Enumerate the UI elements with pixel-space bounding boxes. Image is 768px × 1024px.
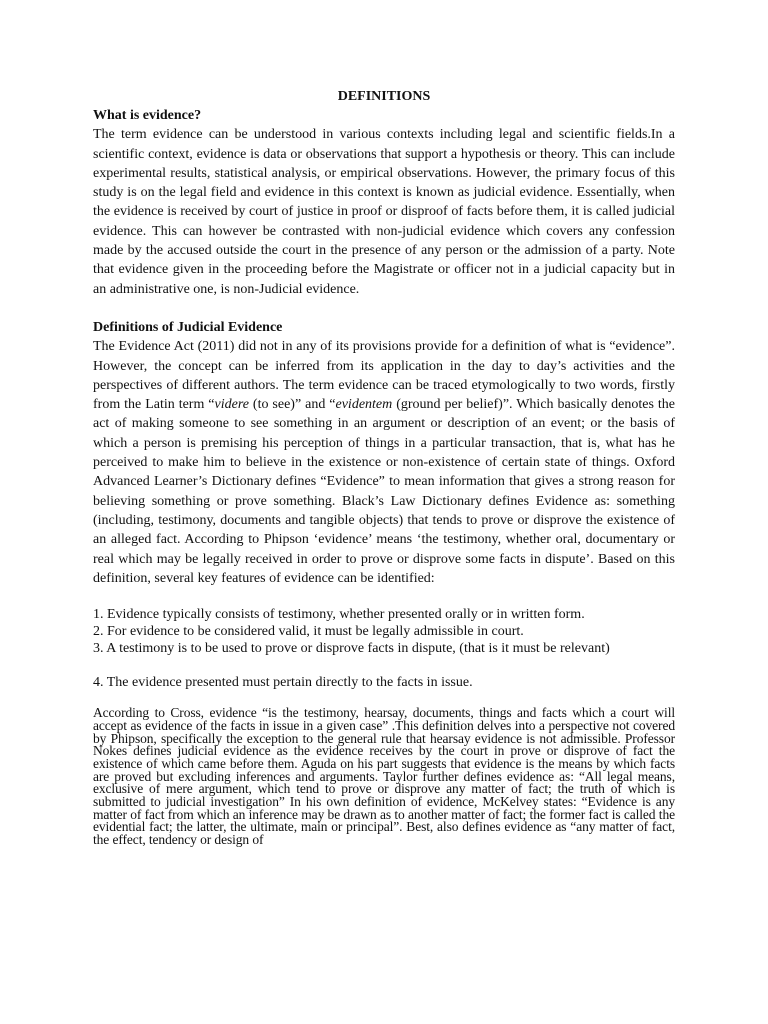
list-item: 4. The evidence presented must pertain directly to the facts in issue. — [93, 675, 473, 691]
paragraph-spacer — [93, 588, 675, 606]
features-list — [93, 606, 675, 657]
paragraph-what-is-evidence: The term evidence can be understood in various contexts including legal and scientific fields.In a scientific context, evidence is data or observations that support a hypothesis or theory. This can include experimental results, statistical analysis, or empirical observations. However, the primary focus of this study is on the legal field and evidence in this context is known as judicial evidence. Essentially, when the evidence is received by court of justice in proof or disproof of facts before them, it is called judicial evidence. This can however be contrasted with non-judicial evidence which covers any confession made by the accused outside the court in the presence of any person or the admission of a party. Note that evidence given in the proceeding before the Magistrate or officer not in a judicial capacity but in an administrative one, is non-Judicial evidence. — [93, 127, 675, 297]
section-heading-judicial-evidence: Definitions of Judicial Evidence — [93, 319, 283, 335]
paragraph-judicial-evidence — [93, 337, 675, 588]
text-run: (to see)” and “ — [248, 397, 336, 413]
paragraph-spacer — [93, 657, 675, 674]
text-run: The Evidence Act (2011) did not in any of its provisions provide for a definition of what is “evidence”. However, the concept can be inferred from its application in the day to day’s activities and the perspectives of different authors. The term evidence can be traced etymologically to two words, firstly from the Latin term “ — [93, 339, 675, 413]
italic-term-videre: videre — [214, 397, 249, 413]
page-title: DEFINITIONS — [337, 89, 431, 104]
list-item: 1. Evidence typically consists of testimony, whether presented orally or in written form. — [93, 607, 585, 623]
section-heading-what-is-evidence: What is evidence? — [93, 108, 202, 123]
document-page — [93, 87, 675, 847]
list-item: 2. For evidence to be considered valid, it must be legally admissible in court. — [93, 624, 524, 640]
paragraph-cross-definition: According to Cross, evidence “is the testimony, hearsay, documents, things and facts which a court will accept as evidence of the facts in issue in a given case” .This definition delves into a perspective not covered by Phipson, specifically the exception to the general rule that hearsay evidence is not admissible. Professor Nokes defines judicial evidence as the evidence receives by the court in prove or disprove of fact the existence of which came before them. Aguda on his part suggests that evidence is the means by which facts are proved but excluding inferences and arguments. Taylor further defines evidence as: “All legal means, exclusive of mere argument, which tend to prove or disprove any matter of fact; the truth of which is submitted to judicial investigation” In his own definition of evidence, McKelvey states: “Evidence is any matter of fact from which an inference may be drawn as to another matter of fact; the former fact is called the evidential fact; the latter, the ultimate, main or principal”. Best, also defines evidence as “any matter of fact, the effect, tendency or design of — [93, 705, 675, 848]
paragraph-spacer — [93, 299, 675, 318]
list-item: 3. A testimony is to be used to prove or disprove facts in dispute, (that is it must be relevant) — [93, 641, 610, 657]
text-run: (ground per belief)”. Which basically denotes the act of making someone to see something in an argument or description of an event; or the basis of which a person is premising his perception of things in a particular transaction, that is, what has he perceived to make him to believe in the existence or non-existence of certain state of things. Oxford Advanced Learner’s Dictionary defines “Evidence” to mean information that gives a strong reason for believing something or prove something. Black’s Law Dictionary defines Evidence as: something (including, testimony, documents and tangible objects) that tends to prove or disprove the existence of an alleged fact. According to Phipson ‘evidence’ means ‘the testimony, whether oral, documentary or real which may be legally received in order to prove or disprove some facts in dispute’. Based on this definition, several key features of evidence can be identified: — [93, 397, 676, 586]
italic-term-evidentem: evidentem — [335, 397, 393, 413]
